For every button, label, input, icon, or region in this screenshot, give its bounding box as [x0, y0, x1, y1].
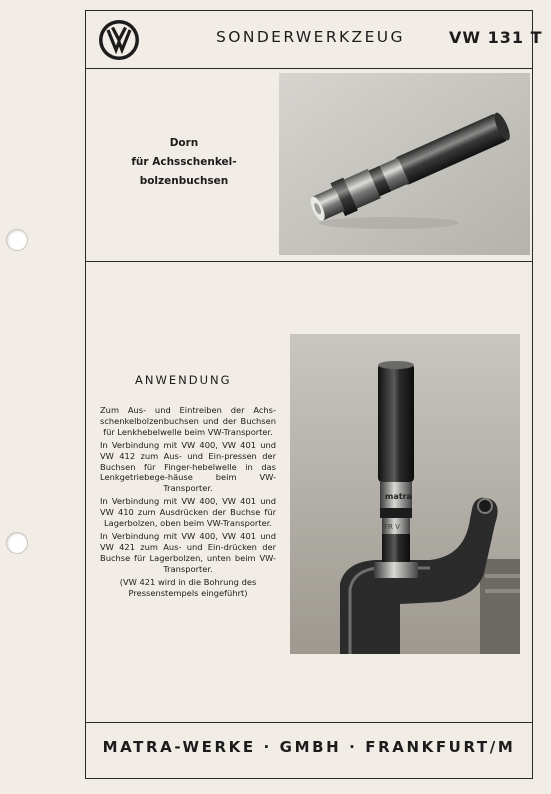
punch-hole-bottom — [6, 532, 28, 554]
usage-paragraph: In Verbindung mit VW 400, VW 401 und VW 421 zum Aus- und Ein-drücken der Buchse für Lagerbolzen, unten beim VW-Transporter. — [100, 530, 276, 574]
collar-text: matra — [385, 492, 412, 501]
caption-line: Dorn — [169, 137, 199, 149]
divider-footer — [85, 722, 533, 723]
tool-number: VW 131 T — [449, 28, 543, 47]
tool-caption — [104, 134, 264, 191]
usage-heading: ANWENDUNG — [135, 373, 232, 387]
usage-paragraph: Zum Aus- und Eintreiben der Achs-schenkelbolzenbuchsen und der Buchsen für Lenkhebelwelle beim VW-Transporter. — [100, 405, 276, 437]
usage-paragraph: In Verbindung mit VW 400, VW 401 und VW 412 zum Aus- und Ein-pressen der Buchsen für Finger-hebelwelle in das Lenkgetriebege-häuse beim VW-Transporter. — [100, 439, 276, 494]
caption-line: bolzenbuchsen — [139, 175, 229, 187]
usage-photo — [290, 334, 520, 654]
divider-middle — [85, 261, 533, 262]
caption-line: für Achsschenkel- — [131, 156, 237, 168]
header-title: SONDERWERKZEUG — [216, 28, 405, 46]
collar-text-2: FR V — [384, 523, 400, 531]
tool-photo — [279, 73, 530, 255]
footer-company: MATRA-WERKE · GMBH · FRANKFURT/M — [102, 738, 516, 756]
usage-note: (VW 421 wird in die Bohrung des Pressenstempels eingeführt) — [119, 576, 257, 598]
usage-paragraph: In Verbindung mit VW 400, VW 401 und VW 410 zum Ausdrücken der Buchse für Lagerbolzen, oben beim VW-Transporter. — [100, 496, 276, 529]
divider-header — [85, 68, 533, 69]
vw-logo-icon — [98, 19, 140, 61]
usage-text — [100, 405, 276, 600]
punch-hole-top — [6, 229, 28, 251]
